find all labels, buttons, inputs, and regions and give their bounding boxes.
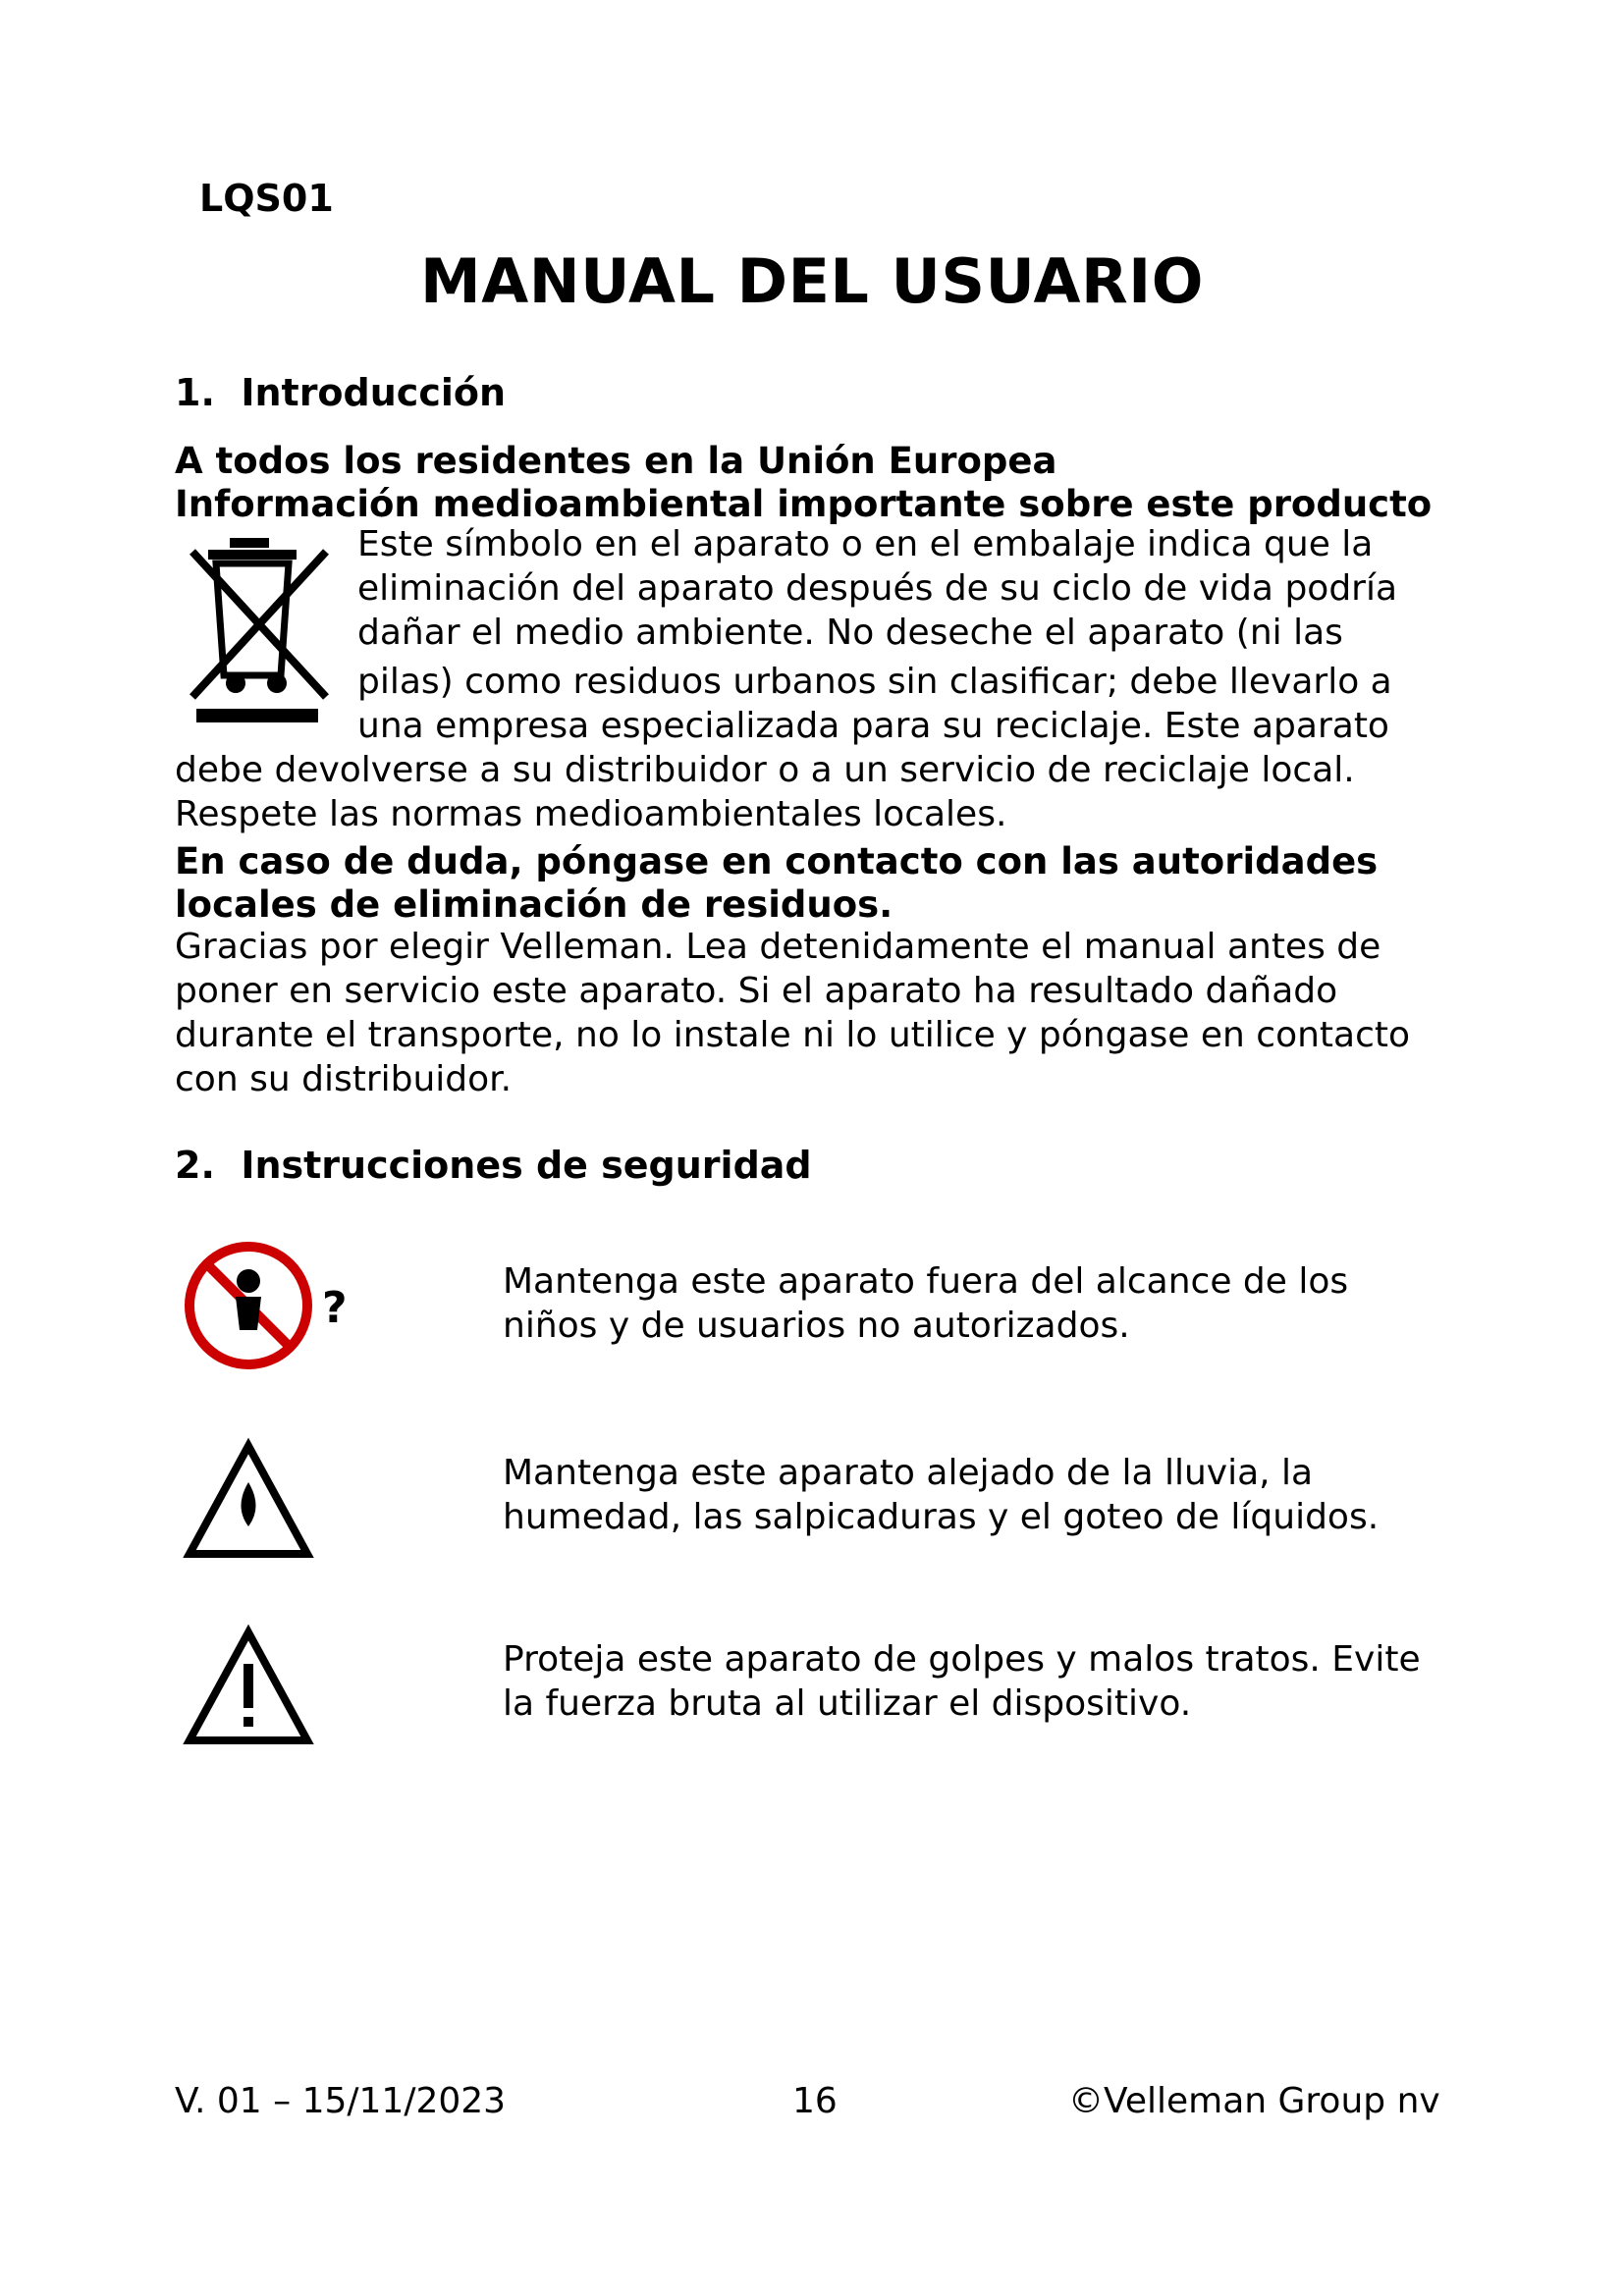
safety-text: Mantenga este aparato fuera del alcance de los [503,1261,1349,1302]
rain-warning-icon [175,1428,469,1575]
env-line: dañar el medio ambiente. No deseche el aparato (ni las [357,613,1343,653]
safety-text: Proteja este aparato de golpes y malos tratos. Evite [503,1639,1421,1680]
env-line: Respete las normas medioambientales locales. [175,794,1007,834]
env-line: debe devolverse a su distribuidor o a un servicio de reciclaje local. [175,750,1355,790]
doubt-line: locales de eliminación de residuos. [175,883,893,926]
thanks-line: durante el transporte, no lo instale ni lo utilice y póngase en contacto [175,1015,1411,1055]
thanks-line: Gracias por elegir Velleman. Lea detenidamente el manual antes de [175,927,1381,967]
env-line: Este símbolo en el aparato o en el embalaje indica que la [357,524,1374,564]
eu-heading-line-1: A todos los residentes en la Unión Europea [175,440,1057,482]
env-line: una empresa especializada para su reciclaje. Este aparato [357,706,1389,746]
impact-warning-icon [175,1615,469,1762]
safety-text: niños y de usuarios no autorizados. [503,1306,1130,1346]
thanks-line: con su distribuidor. [175,1059,513,1099]
section-heading-introduction: 1. Introducción [175,371,507,414]
env-line: eliminación del aparato después de su ciclo de vida podría [357,568,1398,609]
child-warning-icon [175,1232,469,1379]
safety-text: la fuerza bruta al utilizar el dispositivo. [503,1683,1192,1724]
safety-text: Mantenga este aparato alejado de la lluvia, la [503,1453,1314,1493]
footer-version: V. 01 – 15/11/2023 [175,2081,507,2121]
weee-bin-icon [179,528,346,729]
eu-heading-line-2: Información medioambiental importante sobre este producto [175,483,1433,525]
safety-text: humedad, las salpicaduras y el goteo de líquidos. [503,1497,1380,1537]
svg-text:?: ? [322,1283,348,1333]
footer-page-number: 16 [792,2081,838,2121]
model-number: LQS01 [199,177,334,220]
env-line: pilas) como residuos urbanos sin clasificar; debe llevarlo a [357,662,1392,702]
section-heading-safety: 2. Instrucciones de seguridad [175,1144,812,1187]
page-title: MANUAL DEL USUARIO [420,245,1204,317]
doubt-line: En caso de duda, póngase en contacto con las autoridades [175,840,1379,882]
thanks-line: poner en servicio este aparato. Si el aparato ha resultado dañado [175,971,1338,1011]
footer-copyright: ©Velleman Group nv [1068,2081,1440,2121]
